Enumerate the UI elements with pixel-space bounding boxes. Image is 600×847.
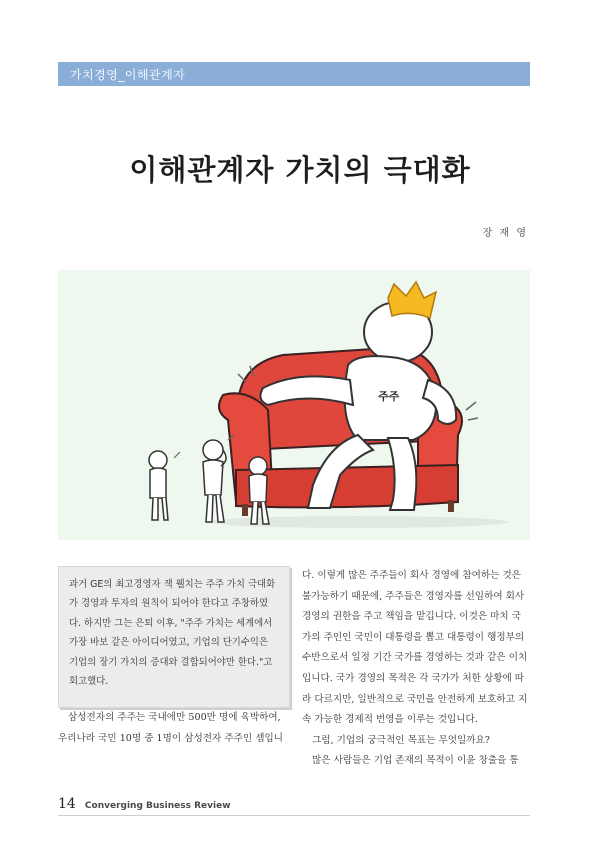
- quote-line: 회고했다.: [69, 676, 109, 688]
- quote-box: [58, 566, 290, 708]
- section-header-bar: [58, 62, 530, 86]
- body-line: 수반으로서 일정 기간 국가를 경영하는 것과 같은 이치: [302, 652, 528, 664]
- body-column-right: [302, 566, 530, 772]
- small-figure-3: [249, 457, 269, 524]
- article-author: 장 재 영: [482, 228, 528, 239]
- page-number: 14: [58, 796, 76, 812]
- armchair-base: [236, 465, 458, 507]
- body-line: 라 다르지만, 일반적으로 국민을 안전하게 보호하고 지: [302, 693, 528, 705]
- body-line: 속 가능한 경제적 번영을 이루는 것입니다.: [302, 714, 478, 726]
- crown-icon: [388, 282, 436, 318]
- body-line: 가의 주인인 국민이 대통령을 뽑고 대통령이 행정부의: [302, 631, 525, 643]
- body-column-left: [58, 708, 288, 749]
- shareholder-label: 주주: [378, 390, 400, 403]
- body-line: 다. 이렇게 많은 주주들이 회사 경영에 참여하는 것은: [302, 570, 522, 581]
- body-line: 입니다. 국가 경영의 목적은 각 국가가 처한 상황에 따: [302, 672, 525, 684]
- body-line: 삼성전자의 주주는 국내에만 500만 명에 육박하여,: [68, 712, 281, 723]
- body-line: 경영의 권한을 주고 책임을 맡깁니다. 이것은 마치 국: [302, 611, 522, 623]
- cartoon-illustration: [58, 270, 530, 540]
- quote-line: 기업의 장기 가치의 증대와 결합되어야만 한다."고: [69, 656, 273, 668]
- publication-name: Converging Business Review: [84, 801, 231, 811]
- body-line: 그럼, 기업의 궁극적인 목표는 무엇일까요?: [312, 734, 490, 746]
- quote-line: 가 경영과 투자의 원칙이 되어야 한다고 주창하였: [69, 598, 269, 610]
- body-line: 불가능하기 때문에, 주주들은 경영자를 선임하여 회사: [302, 590, 525, 602]
- quote-line: 가장 바보 같은 아이디어였고, 기업의 단기수익은: [69, 637, 269, 649]
- quote-line: 과거 GE의 최고경영자 잭 웰치는 주주 가치 극대화: [69, 579, 276, 590]
- footer-divider: [58, 815, 530, 816]
- article-title: 이해관계자 가치의 극대화: [129, 153, 471, 187]
- page-footer: [58, 793, 231, 812]
- quote-text: [69, 575, 281, 691]
- body-line: 많은 사람들은 기업 존재의 목적이 이윤 창출을 통: [312, 755, 519, 767]
- quote-line: 다. 하지만 그는 은퇴 이후, "주주 가치는 세계에서: [69, 617, 273, 629]
- section-label: 가치경영_이해관계자: [70, 68, 186, 82]
- body-line: 우리나라 국민 10명 중 1명이 삼성전자 주주인 셈입니: [58, 732, 284, 744]
- small-figure-2: [203, 440, 226, 522]
- small-figure-1: [149, 451, 168, 520]
